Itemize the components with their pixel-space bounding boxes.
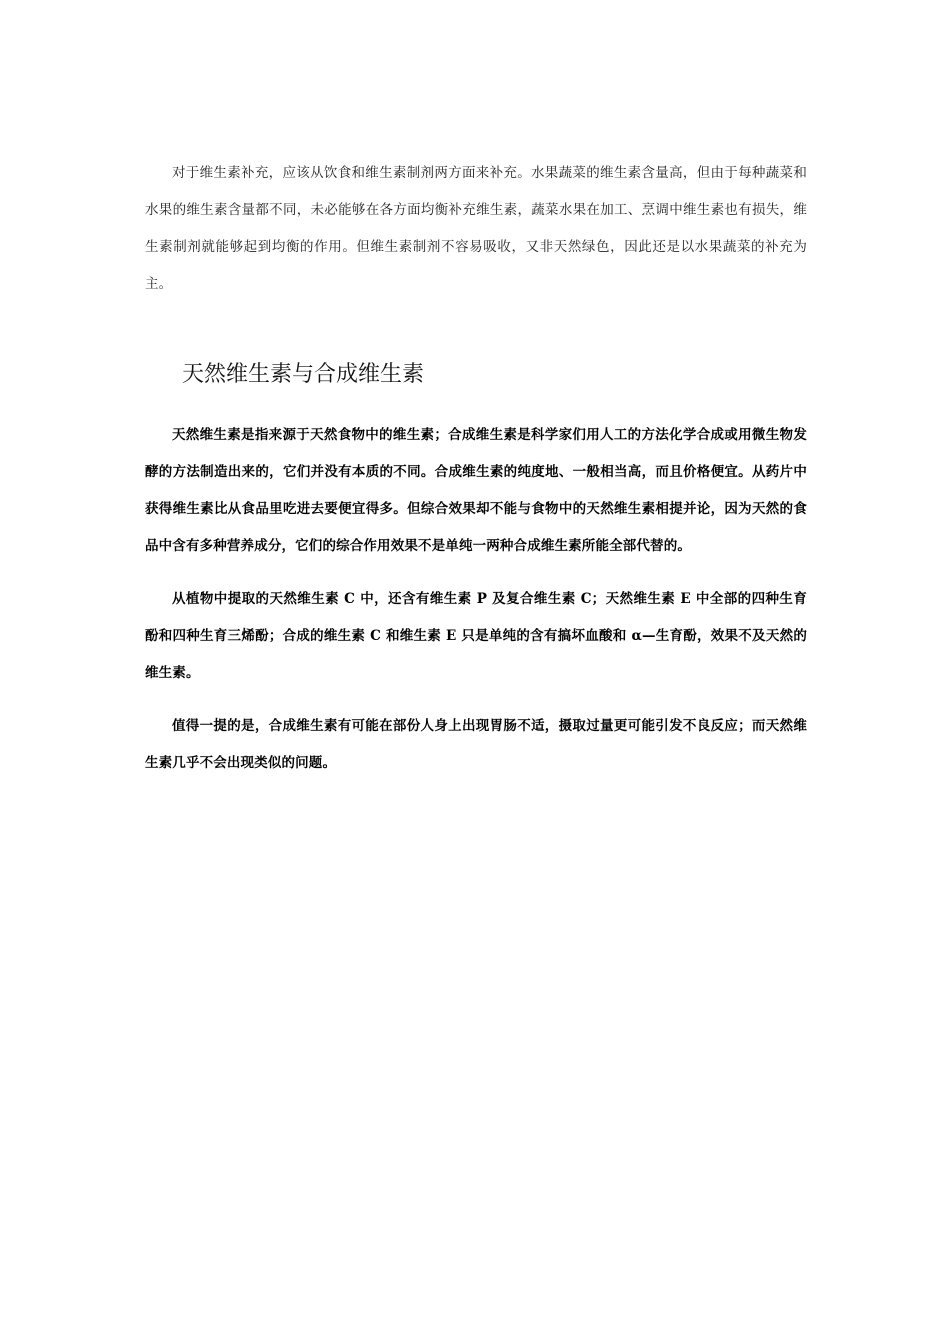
paragraph-natural-vs-synthetic: 天然维生素是指来源于天然食物中的维生素；合成维生素是科学家们用人工的方法化学合成或用微生物发酵的方法制造出来的，它们并没有本质的不同。合成维生素的纯度地、一般相当高，而且价格便宜。从药片中获得维生素比从食品里吃进去要便宜得多。但综合效果却不能与食物中的天然维生素相提并论，因为天然的食品中含有多种营养成分，它们的综合作用效果不是单纯一两种合成维生素所能全部代替的。 — [145, 427, 807, 554]
paragraph-side-effects: 值得一提的是，合成维生素有可能在部份人身上出现胃肠不适，摄取过量更可能引发不良反应；而天然维生素几乎不会出现类似的问题。 — [145, 718, 807, 771]
intro-paragraph: 对于维生素补充，应该从饮食和维生素制剂两方面来补充。水果蔬菜的维生素含量高，但由于每种蔬菜和水果的维生素含量都不同，未必能够在各方面均衡补充维生素，蔬菜水果在加工、烹调中维生素也有损失，维生素制剂就能够起到均衡的作用。但维生素制剂不容易吸收，又非天然绿色，因此还是以水果蔬菜的补充为主。 — [145, 165, 807, 292]
section-heading: 天然维生素与合成维生素 — [182, 362, 425, 387]
paragraph-plant-extracted: 从植物中提取的天然维生素 C 中，还含有维生素 P 及复合维生素 C；天然维生素 E 中全部的四种生育酚和四种生育三烯酚；合成的维生素 C 和维生素 E 只是单纯的含有搞坏血酸和 α—生育酚，效果不及天然的维生素。 — [145, 591, 807, 681]
document-body — [145, 155, 807, 798]
section-body — [145, 417, 807, 782]
